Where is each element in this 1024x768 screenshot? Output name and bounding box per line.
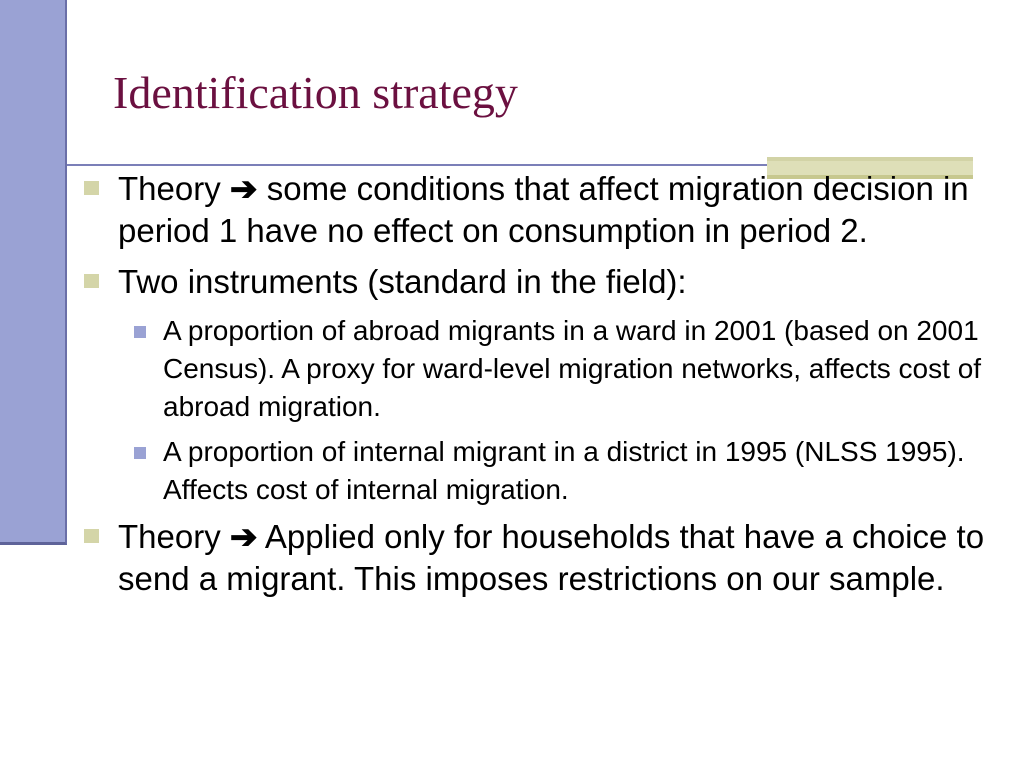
sub-bullet-text: A proportion of abroad migrants in a ward in 2001 (based on 2001 Census). A proxy for ward-level migration networks, affects cost of abroad migration. bbox=[163, 315, 982, 422]
bullet-text: Two instruments (standard in the field): bbox=[118, 263, 687, 300]
slide-body bbox=[83, 168, 1018, 609]
left-decorative-bar bbox=[0, 0, 67, 545]
sub-bullet-internal bbox=[83, 433, 1018, 509]
bullet-lead: Theory bbox=[118, 170, 221, 207]
square-bullet-icon bbox=[134, 326, 146, 338]
square-bullet-icon bbox=[84, 529, 99, 543]
square-bullet-icon bbox=[84, 274, 99, 288]
bullet-lead: Theory bbox=[118, 518, 221, 555]
square-bullet-icon bbox=[134, 447, 146, 459]
right-arrow-icon: ➔ bbox=[229, 518, 258, 555]
bullet-instruments bbox=[83, 261, 1018, 303]
square-bullet-icon bbox=[84, 181, 99, 195]
bullet-theory-2 bbox=[83, 516, 1018, 600]
slide-title: Identification strategy bbox=[113, 67, 518, 118]
bullet-theory-1 bbox=[83, 168, 1018, 252]
bullet-text: some conditions that affect migration decision in period 1 have no effect on consumption in period 2. bbox=[118, 170, 969, 249]
bullet-text: Applied only for households that have a choice to send a migrant. This imposes restrictions on our sample. bbox=[118, 518, 985, 597]
right-arrow-icon: ➔ bbox=[229, 170, 258, 207]
sub-bullet-abroad bbox=[83, 312, 1018, 426]
sub-bullet-text: A proportion of internal migrant in a district in 1995 (NLSS 1995). Affects cost of internal migration. bbox=[163, 436, 965, 505]
